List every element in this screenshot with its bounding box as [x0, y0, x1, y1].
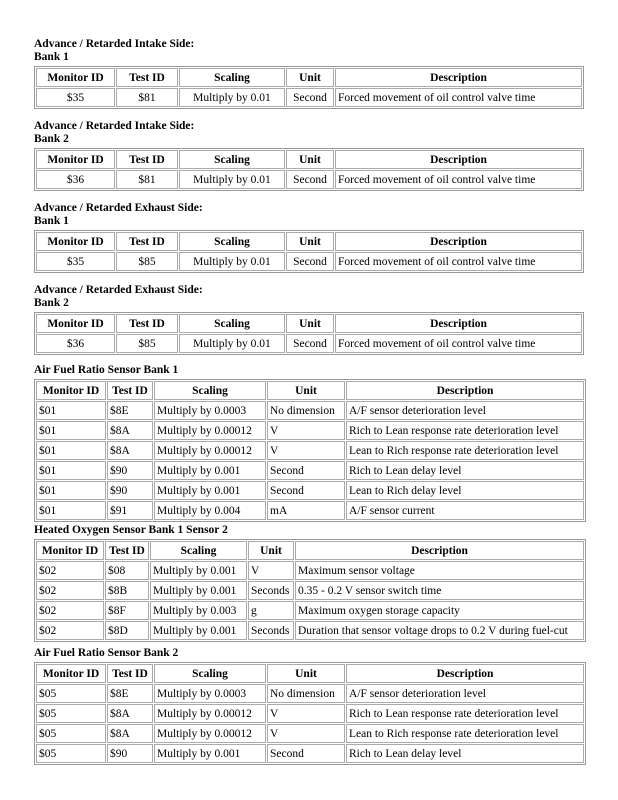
table-row: [36, 581, 584, 600]
header-row: [36, 150, 582, 169]
cell-test-id: $08: [105, 561, 149, 580]
cell-description: Maximum sensor voltage: [295, 561, 584, 580]
cell-description: Rich to Lean delay level: [346, 461, 584, 480]
cell-monitor-id: $02: [36, 581, 104, 600]
cell-scaling: Multiply by 0.00012: [154, 724, 266, 743]
col-header-unit: Unit: [267, 381, 345, 400]
col-header-test-id: Test ID: [116, 68, 178, 87]
col-header-test-id: Test ID: [116, 150, 178, 169]
section-intake-bank2: [34, 120, 584, 191]
cell-scaling: Multiply by 0.001: [150, 621, 247, 640]
cell-test-id: $91: [107, 501, 153, 520]
cell-monitor-id: $05: [36, 684, 106, 703]
col-header-description: Description: [295, 541, 584, 560]
cell-monitor-id: $02: [36, 601, 104, 620]
cell-description: Forced movement of oil control valve time: [335, 170, 582, 189]
col-header-scaling: Scaling: [179, 232, 285, 251]
cell-scaling: Multiply by 0.00012: [154, 421, 266, 440]
col-header-scaling: Scaling: [179, 68, 285, 87]
col-header-test-id: Test ID: [116, 314, 178, 333]
col-header-monitor-id: Monitor ID: [36, 381, 106, 400]
cell-monitor-id: $01: [36, 421, 106, 440]
section-af-sensor-bank2: [34, 647, 586, 765]
section-title: Advance / Retarded Intake Side:: [34, 120, 195, 132]
header-row: [36, 314, 582, 333]
data-table: [34, 230, 584, 273]
cell-unit: Second: [286, 88, 334, 107]
cell-scaling: Multiply by 0.01: [179, 88, 285, 107]
data-table: [34, 662, 586, 765]
cell-unit: No dimension: [267, 684, 345, 703]
col-header-monitor-id: Monitor ID: [36, 314, 115, 333]
col-header-test-id: Test ID: [107, 381, 153, 400]
cell-scaling: Multiply by 0.01: [179, 252, 285, 271]
cell-test-id: $90: [107, 744, 153, 763]
cell-scaling: Multiply by 0.001: [154, 461, 266, 480]
cell-description: Maximum oxygen storage capacity: [295, 601, 584, 620]
cell-monitor-id: $01: [36, 401, 106, 420]
cell-test-id: $8A: [107, 704, 153, 723]
cell-scaling: Multiply by 0.001: [154, 481, 266, 500]
cell-scaling: Multiply by 0.003: [150, 601, 247, 620]
cell-description: Rich to Lean delay level: [346, 744, 584, 763]
cell-monitor-id: $02: [36, 621, 104, 640]
col-header-unit: Unit: [286, 232, 334, 251]
table-row: [36, 461, 584, 480]
col-header-description: Description: [346, 381, 584, 400]
section-intake-bank1: [34, 38, 584, 109]
section-subtitle: Bank 2: [34, 133, 69, 145]
section-exhaust-bank1: [34, 202, 584, 273]
cell-test-id: $8F: [105, 601, 149, 620]
section-title: Advance / Retarded Intake Side:: [34, 38, 195, 50]
cell-description: Forced movement of oil control valve time: [335, 334, 582, 353]
col-header-test-id: Test ID: [107, 664, 153, 683]
section-title: Advance / Retarded Exhaust Side:: [34, 284, 203, 296]
cell-test-id: $8A: [107, 441, 153, 460]
cell-description: Rich to Lean response rate deterioration level: [346, 704, 584, 723]
cell-unit: Second: [267, 461, 345, 480]
table-row: [36, 441, 584, 460]
cell-monitor-id: $01: [36, 481, 106, 500]
cell-test-id: $85: [116, 334, 178, 353]
cell-unit: V: [267, 421, 345, 440]
header-row: [36, 541, 584, 560]
cell-test-id: $8D: [105, 621, 149, 640]
cell-test-id: $8A: [107, 724, 153, 743]
cell-scaling: Multiply by 0.001: [154, 744, 266, 763]
cell-monitor-id: $01: [36, 441, 106, 460]
table-row: [36, 621, 584, 640]
cell-monitor-id: $05: [36, 724, 106, 743]
cell-scaling: Multiply by 0.004: [154, 501, 266, 520]
cell-test-id: $81: [116, 170, 178, 189]
header-row: [36, 664, 584, 683]
cell-unit: Second: [286, 170, 334, 189]
cell-monitor-id: $02: [36, 561, 104, 580]
data-table: [34, 379, 586, 522]
cell-scaling: Multiply by 0.001: [150, 561, 247, 580]
cell-description: Forced movement of oil control valve time: [335, 88, 582, 107]
cell-test-id: $90: [107, 461, 153, 480]
cell-unit: V: [267, 724, 345, 743]
cell-description: Lean to Rich response rate deterioration level: [346, 724, 584, 743]
cell-description: Forced movement of oil control valve time: [335, 252, 582, 271]
col-header-scaling: Scaling: [154, 381, 266, 400]
table-row: [36, 561, 584, 580]
cell-unit: Second: [286, 334, 334, 353]
cell-unit: g: [248, 601, 294, 620]
cell-unit: Seconds: [248, 621, 294, 640]
table-row: [36, 401, 584, 420]
cell-monitor-id: $05: [36, 704, 106, 723]
col-header-scaling: Scaling: [150, 541, 247, 560]
cell-unit: V: [248, 561, 294, 580]
col-header-scaling: Scaling: [179, 314, 285, 333]
header-row: [36, 381, 584, 400]
section-subtitle: Bank 1: [34, 215, 69, 227]
cell-monitor-id: $05: [36, 744, 106, 763]
table-row: [36, 252, 582, 271]
cell-scaling: Multiply by 0.01: [179, 170, 285, 189]
cell-monitor-id: $35: [36, 252, 115, 271]
section-subtitle: Bank 2: [34, 297, 69, 309]
cell-description: A/F sensor deterioration level: [346, 684, 584, 703]
cell-unit: Seconds: [248, 581, 294, 600]
col-header-unit: Unit: [248, 541, 294, 560]
cell-scaling: Multiply by 0.0003: [154, 401, 266, 420]
cell-test-id: $8A: [107, 421, 153, 440]
header-row: [36, 68, 582, 87]
col-header-monitor-id: Monitor ID: [36, 232, 115, 251]
cell-test-id: $90: [107, 481, 153, 500]
cell-monitor-id: $01: [36, 501, 106, 520]
col-header-test-id: Test ID: [105, 541, 149, 560]
table-row: [36, 88, 582, 107]
col-header-description: Description: [335, 314, 582, 333]
cell-test-id: $85: [116, 252, 178, 271]
cell-test-id: $81: [116, 88, 178, 107]
cell-description: Rich to Lean response rate deterioration level: [346, 421, 584, 440]
cell-scaling: Multiply by 0.01: [179, 334, 285, 353]
table-row: [36, 601, 584, 620]
cell-monitor-id: $36: [36, 170, 115, 189]
table-row: [36, 481, 584, 500]
section-title: Air Fuel Ratio Sensor Bank 1: [34, 364, 179, 376]
cell-unit: V: [267, 441, 345, 460]
cell-test-id: $8E: [107, 684, 153, 703]
cell-description: Duration that sensor voltage drops to 0.2 V during fuel-cut: [295, 621, 584, 640]
header-row: [36, 232, 582, 251]
data-table: [34, 539, 586, 642]
section-ho2-bank1-sensor2: [34, 524, 586, 642]
cell-description: A/F sensor current: [346, 501, 584, 520]
col-header-scaling: Scaling: [179, 150, 285, 169]
cell-monitor-id: $35: [36, 88, 115, 107]
cell-test-id: $8B: [105, 581, 149, 600]
cell-description: A/F sensor deterioration level: [346, 401, 584, 420]
table-row: [36, 724, 584, 743]
col-header-test-id: Test ID: [116, 232, 178, 251]
cell-unit: Second: [286, 252, 334, 271]
col-header-unit: Unit: [267, 664, 345, 683]
col-header-description: Description: [335, 150, 582, 169]
col-header-unit: Unit: [286, 150, 334, 169]
table-row: [36, 684, 584, 703]
cell-scaling: Multiply by 0.001: [150, 581, 247, 600]
section-af-sensor-bank1: [34, 364, 586, 522]
cell-description: Lean to Rich response rate deterioration level: [346, 441, 584, 460]
col-header-unit: Unit: [286, 314, 334, 333]
cell-description: 0.35 - 0.2 V sensor switch time: [295, 581, 584, 600]
cell-monitor-id: $36: [36, 334, 115, 353]
cell-unit: V: [267, 704, 345, 723]
cell-unit: Second: [267, 744, 345, 763]
cell-test-id: $8E: [107, 401, 153, 420]
col-header-unit: Unit: [286, 68, 334, 87]
data-table: [34, 66, 584, 109]
cell-monitor-id: $01: [36, 461, 106, 480]
table-row: [36, 170, 582, 189]
table-row: [36, 421, 584, 440]
data-table: [34, 148, 584, 191]
table-row: [36, 334, 582, 353]
section-title: Air Fuel Ratio Sensor Bank 2: [34, 647, 179, 659]
section-title: Advance / Retarded Exhaust Side:: [34, 202, 203, 214]
col-header-description: Description: [346, 664, 584, 683]
col-header-monitor-id: Monitor ID: [36, 150, 115, 169]
col-header-scaling: Scaling: [154, 664, 266, 683]
cell-unit: mA: [267, 501, 345, 520]
table-row: [36, 501, 584, 520]
col-header-monitor-id: Monitor ID: [36, 664, 106, 683]
table-row: [36, 744, 584, 763]
col-header-description: Description: [335, 232, 582, 251]
col-header-description: Description: [335, 68, 582, 87]
cell-description: Lean to Rich delay level: [346, 481, 584, 500]
cell-unit: Second: [267, 481, 345, 500]
col-header-monitor-id: Monitor ID: [36, 68, 115, 87]
section-exhaust-bank2: [34, 284, 584, 355]
cell-unit: No dimension: [267, 401, 345, 420]
col-header-monitor-id: Monitor ID: [36, 541, 104, 560]
section-title: Heated Oxygen Sensor Bank 1 Sensor 2: [34, 524, 228, 536]
cell-scaling: Multiply by 0.0003: [154, 684, 266, 703]
table-row: [36, 704, 584, 723]
cell-scaling: Multiply by 0.00012: [154, 441, 266, 460]
data-table: [34, 312, 584, 355]
cell-scaling: Multiply by 0.00012: [154, 704, 266, 723]
section-subtitle: Bank 1: [34, 51, 69, 63]
